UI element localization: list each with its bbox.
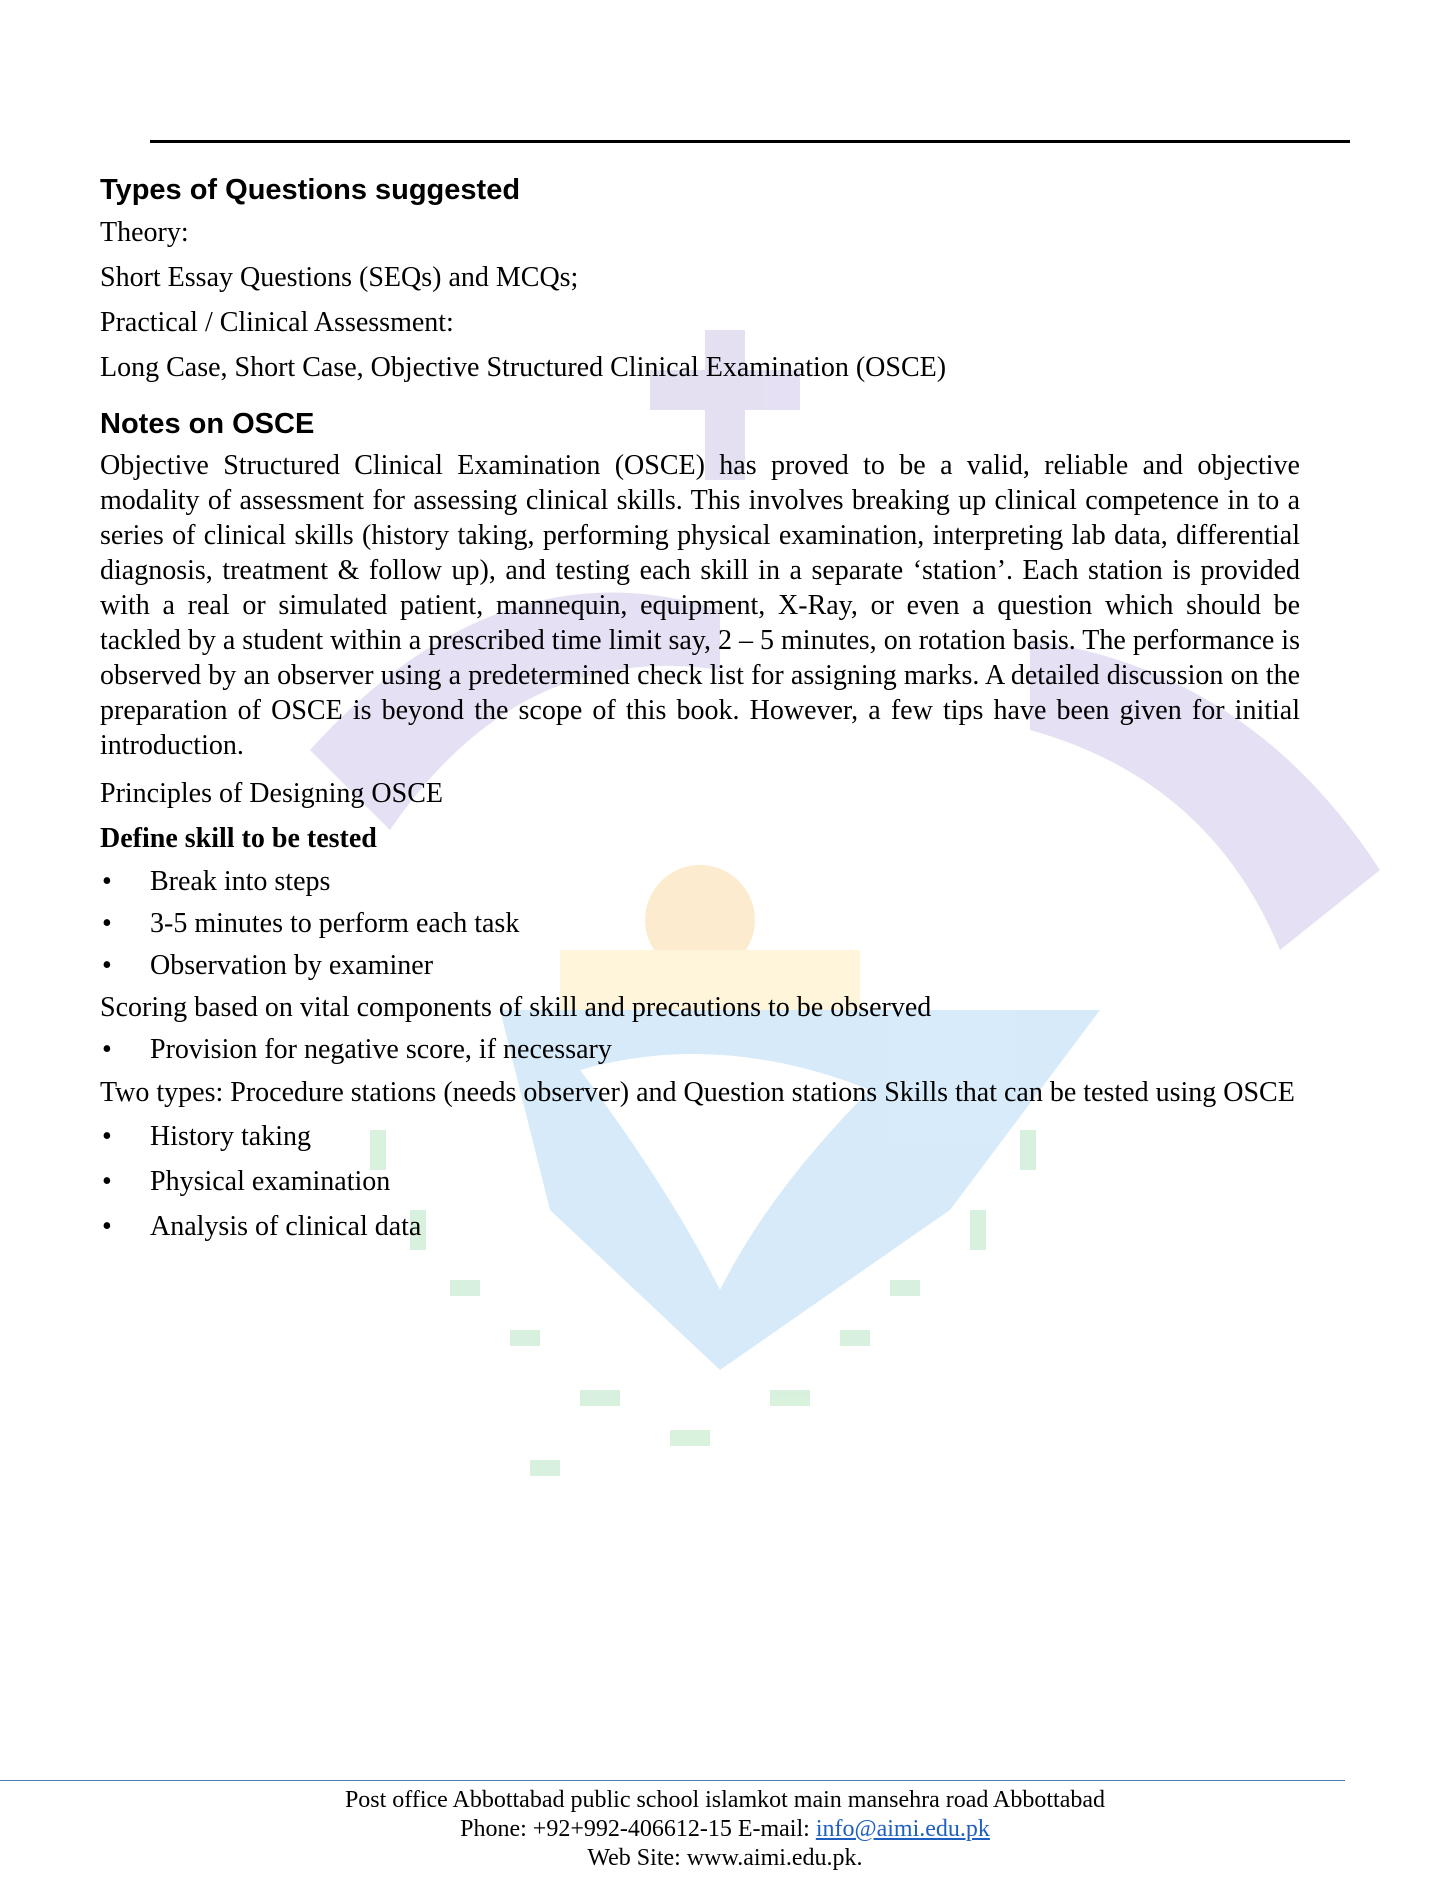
osce-paragraph: Objective Structured Clinical Examination (OSCE) has proved to be a valid, reliable and objective modality of assessment for assessing clinical skills. This involves breaking up clinical competence in to a series of clinical skills (history taking, performing physical examination, interpreting lab data, differential diagnosis, treatment & follow up), and testing each skill in a separate ‘station’. Each station is provided with a real or simulated patient, mannequin, equipment, X-Ray, or even a question which should be tackled by a student within a prescribed time limit say, 2 – 5 minutes, on rotation basis. The performance is observed by an observer using a predetermined check list for assigning marks. A detailed discussion on the preparation of OSCE is beyond the scope of this book. However, a few tips have been given for initial introduction. <box>100 450 1300 761</box>
bullet-icon: • <box>102 1121 112 1152</box>
bullet-icon: • <box>102 1166 112 1197</box>
document-body <box>100 170 1300 1249</box>
page-footer <box>0 1786 1450 1873</box>
bullet-icon: • <box>102 1034 112 1065</box>
bullet-icon: • <box>102 866 112 897</box>
list-item: • Analysis of clinical data <box>100 1204 1300 1249</box>
bullet-icon: • <box>102 950 112 981</box>
bullet-list-steps <box>100 861 1300 987</box>
footer-phone: Phone: +92+992-406612-15 E-mail: <box>460 1816 816 1842</box>
section-heading-question-types: Types of Questions suggested <box>100 174 521 206</box>
email-link[interactable]: info@aimi.edu.pk <box>815 1816 990 1842</box>
bullet-icon: • <box>102 1211 112 1242</box>
list-item: • Physical examination <box>100 1159 1300 1204</box>
footer-divider <box>0 1780 1345 1781</box>
footer-address: Post office Abbottabad public school islamkot main mansehra road Abbottabad <box>344 1787 1106 1813</box>
two-types-line: Two types: Procedure stations (needs observer) and Question stations Skills that can be tested using OSCE <box>100 1077 1295 1108</box>
list-item: • Break into steps <box>100 861 1300 903</box>
section-heading-osce-notes: Notes on OSCE <box>100 408 315 440</box>
practical-detail: Long Case, Short Case, Objective Structured Clinical Examination (OSCE) <box>100 352 947 383</box>
bullet-list-skills <box>100 1114 1300 1249</box>
list-item: • History taking <box>100 1114 1300 1159</box>
theory-label: Theory: <box>100 217 189 248</box>
list-item: • Observation by examiner <box>100 945 1300 987</box>
list-item: • 3-5 minutes to perform each task <box>100 903 1300 945</box>
bullet-icon: • <box>102 908 112 939</box>
header-divider <box>150 140 1350 143</box>
scoring-line: Scoring based on vital components of skill and precautions to be observed <box>100 992 932 1023</box>
list-item: • Provision for negative score, if necessary <box>100 1029 1300 1071</box>
footer-contact <box>0 1815 1450 1844</box>
footer-website: Web Site: www.aimi.edu.pk. <box>587 1845 863 1871</box>
principles-heading: Principles of Designing OSCE <box>100 778 443 809</box>
bullet-list-scoring <box>100 1029 1300 1071</box>
define-skill-heading: Define skill to be tested <box>100 823 377 854</box>
theory-detail: Short Essay Questions (SEQs) and MCQs; <box>100 262 579 293</box>
practical-label: Practical / Clinical Assessment: <box>100 307 454 338</box>
